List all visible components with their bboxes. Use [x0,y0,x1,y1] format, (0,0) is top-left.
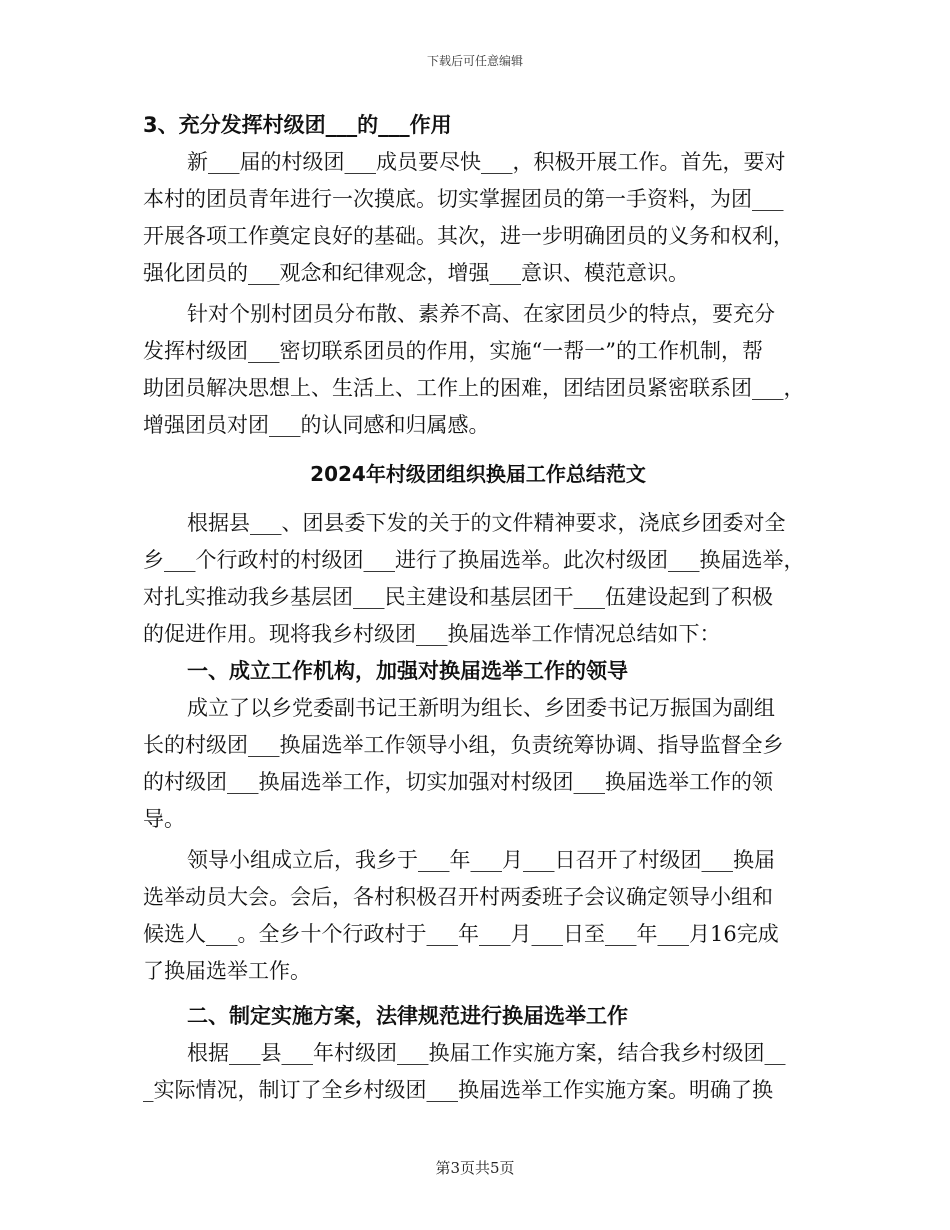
page-footer: 第3页共5页 [435,1159,515,1177]
text-line: 领导小组成立后，我乡于___年___月___日召开了村级团___换届 [187,848,775,872]
text-line: 选举动员大会。会后，各村积极召开村两委班子会议确定领导小组和 [143,885,773,909]
text-line: 新___届的村级团___成员要尽快___，积极开展工作。首先，要对 [187,150,786,174]
text-line: 根据县___、团县委下发的关于的文件精神要求，浇底乡团委对全 [187,511,786,535]
text-line: 助团员解决思想上、生活上、工作上的困难，团结团员紧密联系团___， [143,376,805,400]
text-line: 乡___个行政村的村级团___进行了换届选举。此次村级团___换届选举， [143,548,805,572]
text-line: _实际情况，制订了全乡村级团___换届选举工作实施方案。明确了换 [143,1078,773,1102]
text-line: 导。 [143,807,185,831]
article-title: 2024年村级团组织换届工作总结范文 [310,462,646,486]
paragraph [143,690,813,838]
text-line: 的促进作用。现将我乡村级团___换届选举工作情况总结如下： [143,622,721,646]
document-body [143,107,813,1109]
paragraph [143,505,813,653]
paragraph [143,296,813,444]
paragraph [143,1035,813,1109]
paragraph [143,144,813,292]
text-line: 开展各项工作奠定良好的基础。其次，进一步明确团员的义务和权利， [143,224,794,248]
text-line: 发挥村级团___密切联系团员的作用，实施“一帮一”的工作机制，帮 [143,339,763,363]
text-line: 对扎实推动我乡基层团___民主建设和基层团干___伍建设起到了积极 [143,585,773,609]
text-line: 的村级团___换届选举工作，切实加强对村级团___换届选举工作的领 [143,770,773,794]
text-line: 本村的团员青年进行一次摸底。切实掌握团员的第一手资料，为团___ [143,187,784,211]
section-heading-2: 二、制定实施方案，法律规范进行换届选举工作 [187,1004,628,1028]
text-line: 了换届选举工作。 [143,959,311,983]
text-line: 根据___县___年村级团___换届工作实施方案，结合我乡村级团__ [187,1041,786,1065]
page-header: 下载后可任意编辑 [426,54,523,68]
paragraph [143,842,813,990]
text-line: 长的村级团___换届选举工作领导小组，负责统筹协调、指导监督全乡 [143,733,784,757]
section-heading-3: 3、充分发挥村级团___的___作用 [143,113,452,137]
section-heading-1: 一、成立工作机构，加强对换届选举工作的领导 [187,659,628,683]
text-line: 针对个别村团员分布散、素养不高、在家团员少的特点，要充分 [187,302,775,326]
text-line: 增强团员对团___的认同感和归属感。 [143,413,490,437]
text-line: 候选人___。全乡十个行政村于___年___月___日至___年___月16完成 [143,922,779,946]
text-line: 成立了以乡党委副书记王新明为组长、乡团委书记万振国为副组 [187,696,775,720]
text-line: 强化团员的___观念和纪律观念，增强___意识、模范意识。 [143,261,689,285]
